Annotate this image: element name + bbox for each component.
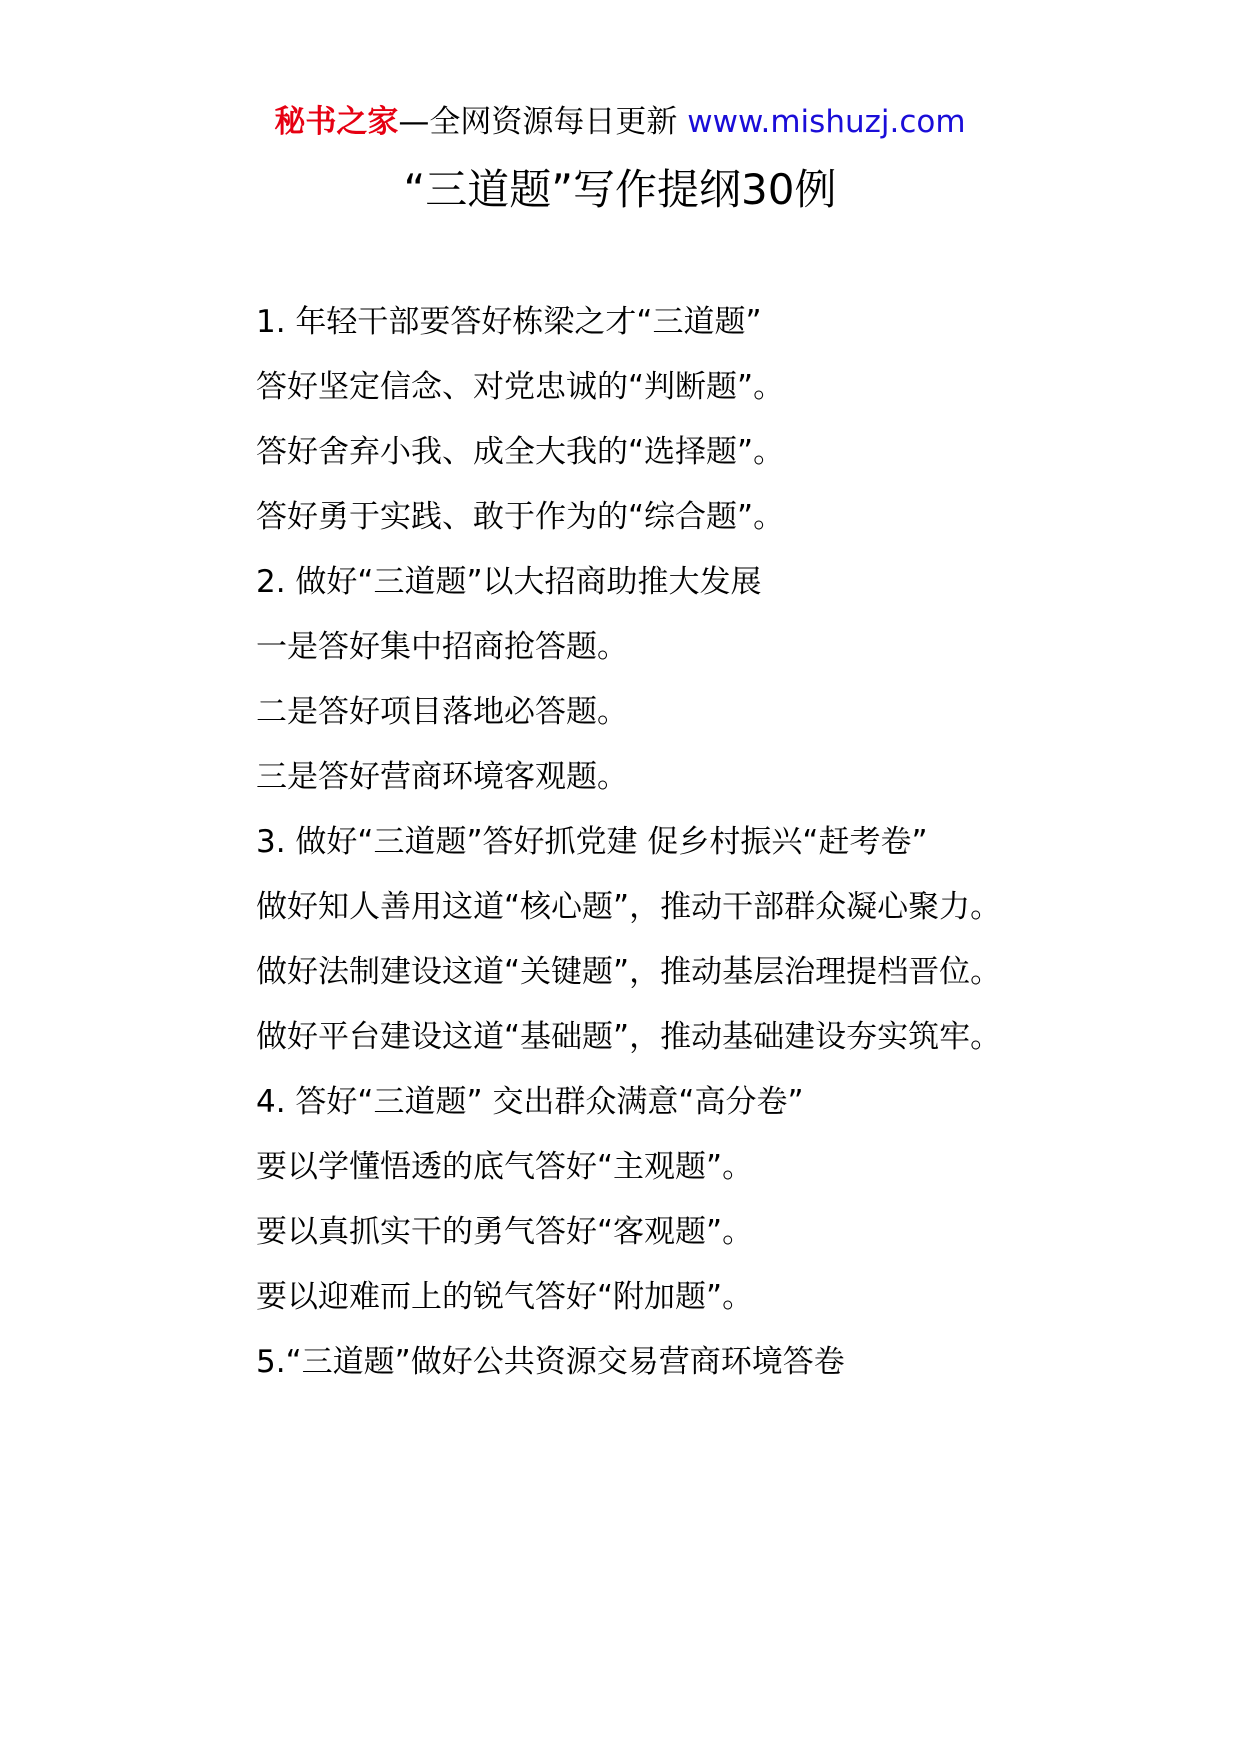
paragraph: 1. 年轻干部要答好栋梁之才“三道题” (256, 304, 762, 340)
site-tagline: —全网资源每日更新 (398, 104, 678, 140)
document-body (188, 290, 1053, 1395)
site-brand: 秘书之家 (274, 104, 399, 140)
paragraph: 要以学懂悟透的底气答好“主观题”。 (256, 1149, 754, 1185)
document-title: “三道题”写作提纲30例 (403, 165, 837, 214)
paragraph: 4. 答好“三道题” 交出群众满意“高分卷” (256, 1084, 804, 1120)
paragraph: 做好法制建设这道“关键题”，推动基层治理提档晋位。 (256, 954, 1002, 990)
paragraph: 要以真抓实干的勇气答好“客观题”。 (256, 1214, 754, 1250)
paragraph: 2. 做好“三道题”以大招商助推大发展 (256, 564, 762, 600)
paragraph: 5.“三道题”做好公共资源交易营商环境答卷 (256, 1344, 845, 1380)
paragraph: 二是答好项目落地必答题。 (256, 694, 628, 730)
site-banner (0, 100, 1240, 144)
paragraph: 做好平台建设这道“基础题”，推动基础建设夯实筑牢。 (256, 1019, 1002, 1055)
site-url-link[interactable]: www.mishuzj.com (687, 104, 966, 140)
paragraph: 要以迎难而上的锐气答好“附加题”。 (256, 1279, 754, 1315)
paragraph: 做好知人善用这道“核心题”，推动干部群众凝心聚力。 (256, 889, 1002, 925)
paragraph: 答好坚定信念、对党忠诚的“判断题”。 (256, 369, 785, 405)
paragraph: 答好勇于实践、敢于作为的“综合题”。 (256, 499, 785, 535)
paragraph: 3. 做好“三道题”答好抓党建 促乡村振兴“赶考卷” (256, 824, 928, 860)
paragraph: 答好舍弃小我、成全大我的“选择题”。 (256, 434, 785, 470)
paragraph: 三是答好营商环境客观题。 (256, 759, 628, 795)
paragraph: 一是答好集中招商抢答题。 (256, 629, 628, 665)
